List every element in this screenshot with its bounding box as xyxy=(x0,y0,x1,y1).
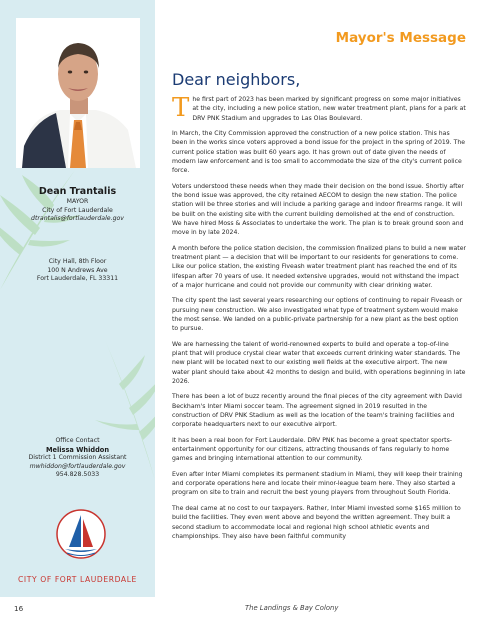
article-paragraph: Voters understood these needs when they made their decision on the bond issue. Shortly after the bond issue was approved, the city retained AECOM to design the new station. The police station will be three stories and will include a parking garage and indoor firearms range. It will be built on the existing site with the current building demolished at the end of construction. We have hired Moss & Associates to undertake the work. The plan is to break ground soon and move in by late 2024. xyxy=(172,182,464,237)
contact-title: District 1 Commission Assistant xyxy=(28,454,127,462)
mayor-info xyxy=(0,186,155,224)
contact-phone: 954.828.5033 xyxy=(55,471,100,479)
contact-email-link[interactable]: mwhiddon@fortlauderdale.gov xyxy=(29,462,126,470)
drop-cap: T xyxy=(172,93,190,123)
article-paragraph: The deal came at no cost to our taxpayers. Rather, Inter Miami invested some $165 million to build the facilities. They even went above and beyond the written agreement. They built a second stadium to accommodate local and regional high school athletic events and championships. They also have been faithful community xyxy=(172,504,461,540)
article-paragraph: The city spent the last several years researching our options of continuing to repair Fiveash or pursuing new construction. We also investigated what type of treatment system would make the most sense. We landed on a public-private partnership for a new plant as the best option to pursue. xyxy=(172,297,463,333)
office-contact-block xyxy=(0,437,155,480)
article-paragraph: There has been a lot of buzz recently around the final pieces of the city agreement with David Beckham's Inter Miami soccer team. The agreement signed in 2019 resulted in the construction of DRV PNK Stadium as well as the location of the team's training facilities and corporate headquarters next to our executive airport. xyxy=(172,393,462,429)
article-paragraph xyxy=(172,95,466,123)
section-heading: Mayor's Message xyxy=(335,30,466,46)
article-paragraph: It has been a real boon for Fort Lauderdale. DRV PNK has become a great spectator sports-entertainment opportunity for our citizens, attracting thousands of fans regularly to home games and bringing international attention to our community. xyxy=(172,436,452,463)
page-number: 16 xyxy=(14,604,24,613)
sidebar xyxy=(0,0,155,597)
mayor-org: City of Fort Lauderdale xyxy=(42,206,113,214)
main-article xyxy=(172,0,466,597)
city-name: CITY OF FORT LAUDERDALE xyxy=(18,575,137,584)
contact-name: Melissa Whiddon xyxy=(45,445,110,454)
article-paragraph: In March, the City Commission approved the construction of a new police station. This has been in the works since voters approved a bond issue for the project in the spring of 2019. The current police station was built 60 years ago. It has grown out of date given the needs of modern law enforcement and is too small to accommodate the size of the city's current police force. xyxy=(172,130,466,175)
address-line: Fort Lauderdale, FL 33311 xyxy=(36,275,119,283)
office-contact-label: Office Contact xyxy=(55,437,100,444)
mayor-name: Dean Trantalis xyxy=(38,186,117,197)
mayor-email-link[interactable]: dtrantalis@fortlauderdale.gov xyxy=(31,215,124,223)
address-line: City Hall, 8th Floor xyxy=(48,258,107,265)
paragraph-text: he first part of 2023 has been marked by significant progress on some major initiatives at the city, including a new police station, new water treatment plant, plans for a park at DRV PNK Stadium and upgrades to Las Olas Boulevard. xyxy=(192,96,466,122)
article-paragraph: A month before the police station decision, the commission finalized plans to build a new water treatment plant — a decision that will be important to our residents for generations to come. Like our police station, the existing Fiveash water treatment plant has reached the end of its lifespan after 70 years of use. It needed extensive upgrades, would not withstand the impact of a major hurricane and could not provide our community with clear drinking water. xyxy=(172,244,466,289)
mayor-portrait-photo xyxy=(16,18,140,168)
article-body xyxy=(172,95,466,547)
article-paragraph: Even after Inter Miami completes its permanent stadium in Miami, they will keep their training and corporate operations here and locate their minor-league team here. They also started a program on site to train and recruit the best young players from throughout South Florida. xyxy=(172,470,463,497)
mayor-title: MAYOR xyxy=(66,198,89,205)
address-line: 100 N Andrews Ave xyxy=(47,266,108,274)
article-paragraph: We are harnessing the talent of world-renowned experts to build and operate a top-of-line plant that will produce crystal clear water that exceeds current drinking water standards. The new plant will be located next to our existing well fields at the executive airport. The new water plant should take about 42 months to design and build, with operations beginning in late 2026. xyxy=(172,340,466,385)
publication-footer: The Landings & Bay Colony xyxy=(245,604,339,612)
address-block xyxy=(0,258,155,284)
city-seal-logo xyxy=(55,505,107,563)
greeting: Dear neighbors, xyxy=(172,70,301,89)
